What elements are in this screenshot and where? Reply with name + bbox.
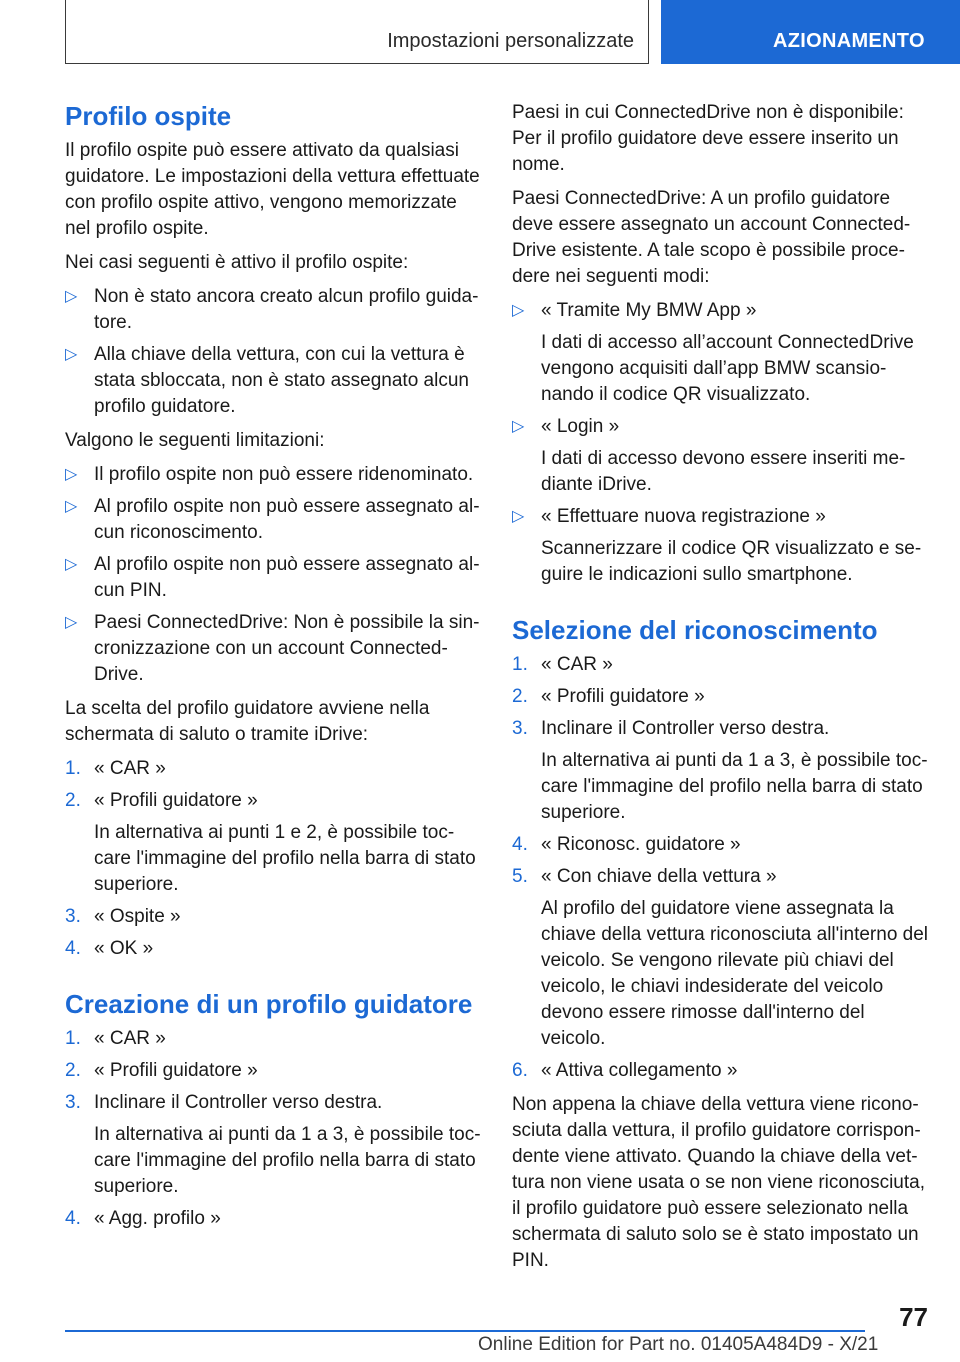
step-item: 4. « Riconosc. guidatore »	[512, 834, 741, 855]
paragraph: La scelta del profilo guidatore avviene nella schermata di saluto o tramite iDrive:	[65, 698, 430, 745]
steps-select-recognition	[512, 652, 928, 1084]
step-item: 1. « CAR »	[65, 1028, 166, 1049]
bullet-list-limitations	[65, 462, 481, 688]
steps-select-profile	[65, 756, 481, 962]
header-chapter-label: AZIONAMENTO	[773, 30, 925, 52]
triangle-bullet-icon: ▷	[512, 302, 525, 319]
paragraph: Valgono le seguenti limitazioni:	[65, 430, 325, 451]
list-item: ▷ « Tramite My BMW App » I dati di accesso all’account ConnectedDrive vengono acquisiti dall’app BMW scansionando il codice QR visualizzato.	[512, 300, 914, 405]
step-item: 2. « Profili guidatore » In alternativa ai punti 1 e 2, è possibile toccare l'immagine del profilo nella barra di stato superiore.	[65, 790, 476, 895]
heading-create-profile: Creazione di un profilo guidatore	[65, 989, 473, 1019]
header-section-title: Impostazioni personalizzate	[387, 30, 634, 52]
footer-divider	[65, 1330, 865, 1332]
step-item: 3. « Ospite »	[65, 906, 181, 927]
page-number: 77	[899, 1302, 928, 1332]
bullet-list-guest-active	[65, 284, 481, 420]
heading-select-recognition: Selezione del riconoscimento	[512, 615, 878, 645]
list-item: ▷ « Effettuare nuova registrazione » Scannerizzare il codice QR visualizzato e seguire le indicazioni sullo smartphone.	[512, 506, 922, 585]
list-item: ▷ « Login » I dati di accesso devono essere inseriti mediante iDrive.	[512, 416, 906, 495]
triangle-bullet-icon: ▷	[65, 288, 78, 305]
paragraph: Paesi ConnectedDrive: A un profilo guidatore deve essere assegnato un account ConnectedDrive esistente. A tale scopo è possibile procedere nei seguenti modi:	[512, 188, 911, 287]
step-item: 4. « Agg. profilo »	[65, 1208, 221, 1229]
list-item: ▷ Al profilo ospite non può essere assegnato alcun PIN.	[65, 554, 480, 601]
list-item: ▷ Non è stato ancora creato alcun profilo guidatore.	[65, 286, 479, 333]
triangle-bullet-icon: ▷	[65, 498, 78, 515]
list-item: ▷ Alla chiave della vettura, con cui la vettura è stata sbloccata, non è stato assegnato alcun profilo guidatore.	[65, 344, 469, 417]
triangle-bullet-icon: ▷	[65, 346, 78, 363]
right-column	[512, 100, 928, 1282]
list-item: ▷ Paesi ConnectedDrive: Non è possibile la sincronizzazione con un account ConnectedDrive.	[65, 612, 480, 685]
bullet-list-account-options	[512, 298, 928, 588]
paragraph: Paesi in cui ConnectedDrive non è disponibile: Per il profilo guidatore deve essere inserito un nome.	[512, 102, 904, 175]
list-item: ▷ Il profilo ospite non può essere ridenominato.	[65, 462, 481, 488]
left-column	[65, 100, 481, 1240]
step-item: 6. « Attiva collegamento »	[512, 1060, 738, 1081]
triangle-bullet-icon: ▷	[65, 614, 78, 631]
step-item: 4. « OK »	[65, 938, 154, 959]
paragraph: Nei casi seguenti è attivo il profilo ospite:	[65, 252, 409, 273]
triangle-bullet-icon: ▷	[512, 418, 525, 435]
step-item: 1. « CAR »	[512, 654, 613, 675]
paragraph: Non appena la chiave della vettura viene riconosciuta dalla vettura, il profilo guidatore corrispondente viene attivato. Quando la chiave della vettura non viene usata o se non viene riconosciuta, il profilo guidatore può essere selezionato nella schermata di saluto solo se è stato impostato un PIN.	[512, 1094, 925, 1271]
step-item: 2. « Profili guidatore »	[65, 1060, 258, 1081]
heading-guest-profile: Profilo ospite	[65, 101, 232, 131]
footer-edition: Online Edition for Part no. 01405A484D9 - X/21	[478, 1334, 879, 1355]
step-item: 5. « Con chiave della vettura » Al profilo del guidatore viene assegnata la chiave della vettura riconosciuta all'interno del veicolo. Se vengono rilevate più chiavi del veicolo, le chiavi indesiderate del veicolo devono essere rimosse dall'interno del veicolo.	[512, 866, 929, 1049]
steps-create-profile	[65, 1026, 481, 1232]
list-item: ▷ Al profilo ospite non può essere assegnato alcun riconoscimento.	[65, 496, 480, 543]
triangle-bullet-icon: ▷	[512, 508, 525, 525]
step-item: 3. Inclinare il Controller verso destra. In alternativa ai punti da 1 a 3, è possibile toccare l'immagine del profilo nella barra di stato superiore.	[512, 718, 928, 823]
header-chapter-tab	[661, 0, 960, 64]
header-section-box	[65, 0, 649, 64]
step-item: 1. « CAR »	[65, 758, 166, 779]
triangle-bullet-icon: ▷	[65, 466, 78, 483]
step-item: 2. « Profili guidatore »	[512, 686, 705, 707]
paragraph: Il profilo ospite può essere attivato da qualsiasi guidatore. Le impostazioni della vettura effettuate con profilo ospite attivo, vengono memorizzate nel profilo ospite.	[65, 140, 480, 239]
triangle-bullet-icon: ▷	[65, 556, 78, 573]
step-item: 3. Inclinare il Controller verso destra. In alternativa ai punti da 1 a 3, è possibile toccare l'immagine del profilo nella barra di stato superiore.	[65, 1092, 481, 1197]
